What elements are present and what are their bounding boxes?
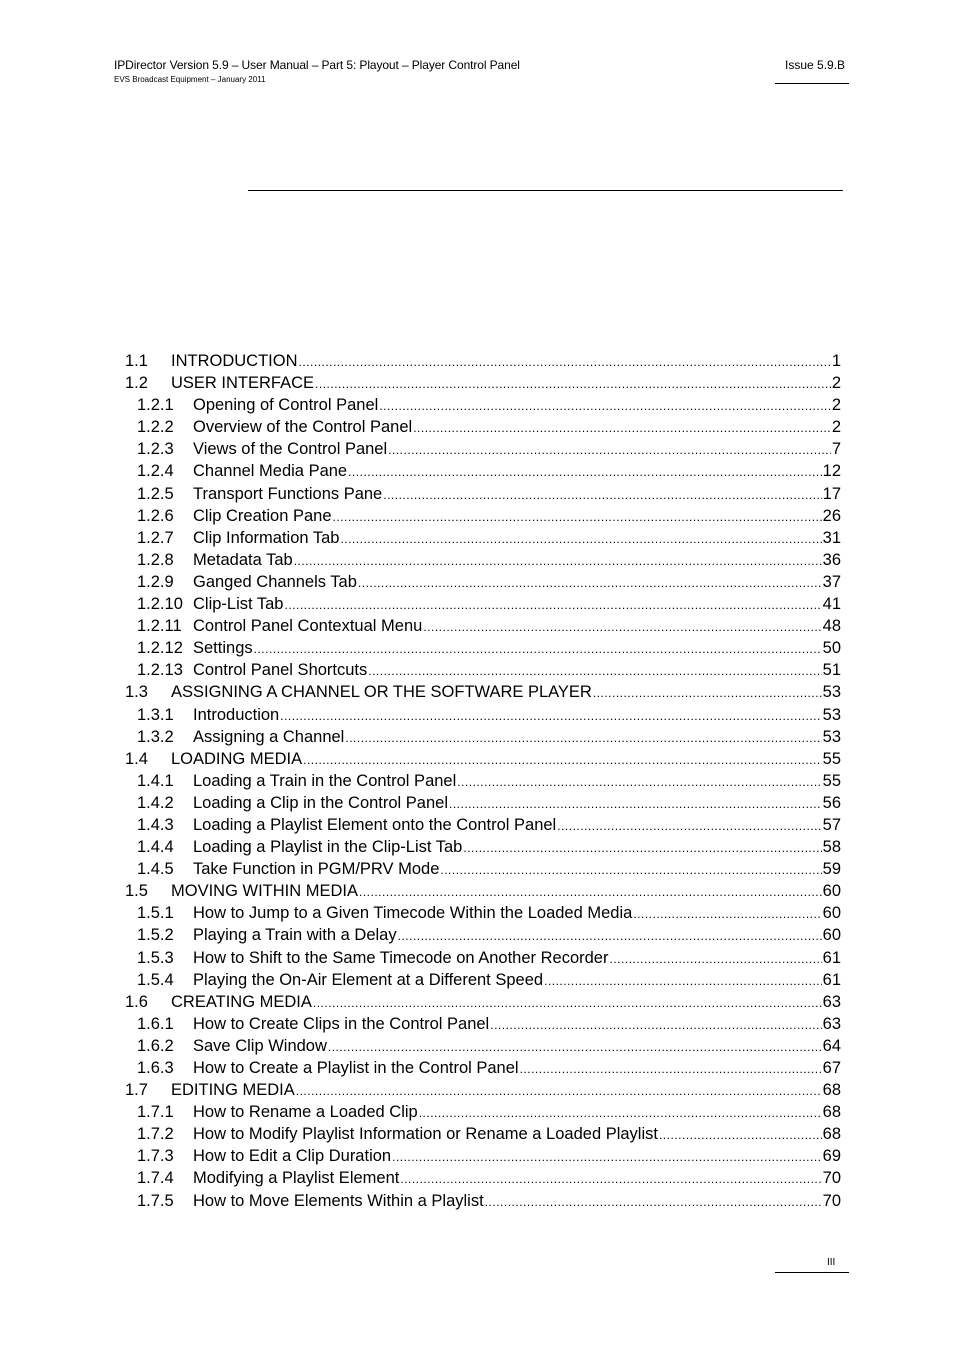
toc-entry-number: 1.3.2 — [137, 727, 174, 746]
toc-dot-leader — [449, 794, 822, 813]
toc-entry-title: Playing a Train with a Delay — [193, 926, 397, 945]
toc-entry[interactable] — [125, 617, 841, 639]
toc-entry-page: 57 — [822, 815, 841, 834]
toc-entry[interactable] — [125, 396, 841, 418]
toc-entry-number: 1.4 — [125, 749, 148, 768]
toc-entry[interactable] — [125, 993, 841, 1015]
toc-entry[interactable] — [125, 1015, 841, 1037]
toc-entry-number: 1.7.2 — [137, 1125, 174, 1144]
table-of-contents — [125, 352, 841, 1214]
toc-entry-number: 1.7.5 — [137, 1191, 174, 1210]
toc-entry-page: 31 — [822, 528, 841, 547]
toc-entry-number: 1.7.4 — [137, 1169, 174, 1188]
page-number: III — [827, 1257, 836, 1268]
toc-dot-leader — [284, 595, 821, 614]
toc-entry-page: 58 — [822, 838, 841, 857]
toc-entry-number: 1.6.3 — [137, 1059, 174, 1077]
toc-entry-number: 1.2.1 — [137, 396, 174, 415]
toc-entry-title: Overview of the Control Panel — [193, 418, 413, 437]
toc-dot-leader — [328, 1037, 822, 1056]
toc-entry-title: How to Modify Playlist Information or Rename a Loaded Playlist — [193, 1125, 658, 1144]
toc-entry-title: How to Create Clips in the Control Panel — [193, 1014, 490, 1033]
toc-entry-number: 1.1 — [125, 352, 148, 370]
toc-entry-page: 48 — [822, 617, 841, 636]
toc-entry-number: 1.7 — [125, 1081, 148, 1100]
toc-entry-page: 55 — [822, 771, 841, 790]
toc-dot-leader — [485, 1192, 822, 1211]
toc-entry-title: Opening of Control Panel — [193, 396, 379, 415]
toc-entry-title: Clip-List Tab — [193, 595, 284, 614]
toc-dot-leader — [280, 706, 821, 725]
toc-entry-title: Settings — [193, 639, 253, 658]
toc-dot-leader — [544, 971, 822, 990]
toc-dot-leader — [345, 728, 821, 747]
toc-entry-page: 1 — [831, 352, 841, 370]
toc-entry-title: Metadata Tab — [193, 550, 293, 569]
toc-entry-page: 61 — [822, 948, 841, 967]
toc-dot-leader — [359, 882, 822, 901]
toc-entry-title: Loading a Playlist Element onto the Control Panel — [193, 815, 557, 834]
toc-entry[interactable] — [125, 728, 841, 750]
toc-entry-title: Control Panel Shortcuts — [193, 661, 368, 680]
toc-entry-title: Transport Functions Pane — [193, 484, 383, 503]
toc-dot-leader — [296, 1081, 822, 1100]
toc-dot-leader — [358, 573, 822, 592]
toc-dot-leader — [413, 418, 831, 437]
toc-entry-title: CREATING MEDIA — [171, 992, 312, 1011]
toc-entry[interactable] — [125, 661, 841, 683]
toc-entry-number: 1.4.5 — [137, 860, 174, 879]
toc-entry-title: Clip Creation Pane — [193, 506, 332, 525]
toc-entry-page: 59 — [822, 860, 841, 879]
toc-entry[interactable] — [125, 529, 841, 551]
toc-entry-number: 1.2.3 — [137, 440, 174, 459]
toc-entry-number: 1.2 — [125, 374, 148, 393]
toc-entry[interactable] — [125, 1192, 841, 1214]
toc-entry[interactable] — [125, 1103, 841, 1125]
toc-entry-title: Channel Media Pane — [193, 462, 348, 481]
toc-entry-title: How to Jump to a Given Timecode Within the Loaded Media — [193, 904, 633, 923]
footer-rule — [775, 1272, 849, 1273]
toc-dot-leader — [348, 462, 822, 481]
toc-entry[interactable] — [125, 485, 841, 507]
toc-entry[interactable] — [125, 683, 841, 705]
toc-entry[interactable] — [125, 573, 841, 595]
toc-entry-title: EDITING MEDIA — [171, 1081, 295, 1100]
header-rule — [775, 83, 849, 84]
toc-entry-title: Loading a Clip in the Control Panel — [193, 793, 449, 812]
toc-entry-page: 17 — [822, 484, 841, 503]
toc-dot-leader — [633, 904, 821, 923]
toc-dot-leader — [388, 440, 831, 459]
toc-entry-number: 1.5.3 — [137, 948, 174, 967]
toc-dot-leader — [557, 816, 821, 835]
toc-entry-title: Clip Information Tab — [193, 528, 340, 547]
toc-dot-leader — [490, 1015, 821, 1034]
toc-entry-title: Introduction — [193, 705, 280, 724]
toc-entry[interactable] — [125, 1125, 841, 1147]
toc-entry-number: 1.4.3 — [137, 815, 174, 834]
toc-entry[interactable] — [125, 971, 841, 993]
toc-entry-number: 1.6.1 — [137, 1014, 174, 1033]
toc-dot-leader — [520, 1059, 822, 1078]
toc-entry-number: 1.2.8 — [137, 550, 174, 569]
toc-entry[interactable] — [125, 1081, 841, 1103]
toc-entry[interactable] — [125, 462, 841, 484]
toc-dot-leader — [457, 772, 821, 791]
toc-entry-page: 56 — [822, 793, 841, 812]
toc-entry-number: 1.7.1 — [137, 1103, 174, 1122]
toc-entry[interactable] — [125, 750, 841, 772]
toc-entry-number: 1.3.1 — [137, 705, 174, 724]
toc-entry-page: 64 — [822, 1036, 841, 1055]
toc-entry-number: 1.2.10 — [137, 595, 183, 614]
toc-entry[interactable] — [125, 1037, 841, 1059]
toc-dot-leader — [379, 396, 831, 415]
toc-dot-leader — [400, 1169, 821, 1188]
toc-entry-title: Control Panel Contextual Menu — [193, 617, 423, 636]
toc-entry-title: Loading a Train in the Control Panel — [193, 771, 457, 790]
toc-entry[interactable] — [125, 816, 841, 838]
toc-entry-number: 1.5.4 — [137, 970, 174, 989]
toc-entry-number: 1.2.9 — [137, 572, 174, 591]
toc-dot-leader — [333, 507, 822, 526]
toc-entry[interactable] — [125, 507, 841, 529]
toc-entry-page: 2 — [831, 374, 841, 393]
toc-entry-number: 1.4.4 — [137, 838, 174, 857]
toc-entry-page: 2 — [831, 418, 841, 437]
header-title: IPDirector Version 5.9 – User Manual – Part 5: Playout – Player Control Panel — [114, 58, 520, 72]
toc-dot-leader — [463, 838, 821, 857]
toc-entry-title: Playing the On-Air Element at a Different Speed — [193, 970, 544, 989]
toc-dot-leader — [294, 551, 822, 570]
toc-entry-page: 53 — [822, 705, 841, 724]
toc-entry[interactable] — [125, 1147, 841, 1169]
toc-dot-leader — [659, 1125, 822, 1144]
toc-entry-page: 60 — [822, 882, 841, 901]
toc-entry-title: Loading a Playlist in the Clip-List Tab — [193, 838, 463, 857]
toc-entry-number: 1.2.6 — [137, 506, 174, 525]
toc-dot-leader — [423, 617, 821, 636]
toc-entry-title: Modifying a Playlist Element — [193, 1169, 400, 1188]
toc-entry-page: 70 — [822, 1169, 841, 1188]
toc-dot-leader — [383, 485, 821, 504]
toc-dot-leader — [254, 639, 822, 658]
toc-entry-number: 1.7.3 — [137, 1147, 174, 1166]
toc-entry-page: 63 — [822, 992, 841, 1011]
toc-dot-leader — [299, 352, 831, 371]
header-subtitle: EVS Broadcast Equipment – January 2011 — [114, 75, 266, 84]
toc-entry-title: How to Move Elements Within a Playlist — [193, 1191, 484, 1210]
toc-dot-leader — [315, 374, 831, 393]
toc-entry[interactable] — [125, 860, 841, 882]
toc-entry-page: 2 — [831, 396, 841, 415]
toc-entry-page: 69 — [822, 1147, 841, 1166]
toc-entry[interactable] — [125, 374, 841, 396]
toc-entry-number: 1.6.2 — [137, 1036, 174, 1055]
toc-dot-leader — [593, 683, 822, 702]
toc-entry-title: Views of the Control Panel — [193, 440, 388, 459]
toc-entry-number: 1.5.2 — [137, 926, 174, 945]
toc-entry-page: 50 — [822, 639, 841, 658]
toc-entry-title: Save Clip Window — [193, 1036, 327, 1055]
toc-entry[interactable] — [125, 352, 841, 374]
toc-entry[interactable] — [125, 949, 841, 971]
toc-entry[interactable] — [125, 1169, 841, 1191]
toc-dot-leader — [609, 949, 821, 968]
toc-entry[interactable] — [125, 418, 841, 440]
toc-dot-leader — [303, 750, 822, 769]
toc-entry-page: 63 — [822, 1014, 841, 1033]
toc-entry-page: 26 — [822, 506, 841, 525]
toc-entry-number: 1.5.1 — [137, 904, 174, 923]
header-issue: Issue 5.9.B — [785, 58, 846, 72]
toc-entry-number: 1.2.7 — [137, 528, 174, 547]
toc-entry-number: 1.2.2 — [137, 418, 174, 437]
toc-entry[interactable] — [125, 1059, 841, 1081]
toc-entry[interactable] — [125, 882, 841, 904]
toc-entry-page: 61 — [822, 970, 841, 989]
toc-entry-page: 68 — [822, 1125, 841, 1144]
title-rule — [248, 190, 843, 191]
toc-entry[interactable] — [125, 706, 841, 728]
toc-entry[interactable] — [125, 440, 841, 462]
toc-entry-title: How to Edit a Clip Duration — [193, 1147, 392, 1166]
toc-entry-page: 53 — [822, 683, 841, 702]
toc-entry-page: 67 — [822, 1059, 841, 1077]
toc-dot-leader — [392, 1147, 822, 1166]
toc-dot-leader — [440, 860, 821, 879]
toc-entry[interactable] — [125, 772, 841, 794]
toc-entry-number: 1.2.12 — [137, 639, 183, 658]
toc-dot-leader — [340, 529, 821, 548]
toc-entry-page: 60 — [822, 926, 841, 945]
toc-entry-title: INTRODUCTION — [171, 352, 298, 370]
toc-entry-title: MOVING WITHIN MEDIA — [171, 882, 358, 901]
toc-entry[interactable] — [125, 551, 841, 573]
toc-entry[interactable] — [125, 595, 841, 617]
toc-entry-page: 53 — [822, 727, 841, 746]
toc-entry-number: 1.4.2 — [137, 793, 174, 812]
toc-entry-page: 55 — [822, 749, 841, 768]
toc-entry-number: 1.2.13 — [137, 661, 183, 680]
toc-dot-leader — [419, 1103, 822, 1122]
toc-entry-page: 37 — [822, 572, 841, 591]
toc-entry-page: 68 — [822, 1081, 841, 1100]
toc-entry-number: 1.2.11 — [137, 617, 182, 636]
toc-entry-page: 7 — [831, 440, 841, 459]
toc-entry-number: 1.6 — [125, 992, 148, 1011]
toc-entry-page: 60 — [822, 904, 841, 923]
toc-dot-leader — [368, 661, 821, 680]
toc-entry-title: How to Rename a Loaded Clip — [193, 1103, 418, 1122]
toc-entry-title: Ganged Channels Tab — [193, 572, 357, 591]
toc-entry-page: 68 — [822, 1103, 841, 1122]
toc-entry-page: 51 — [822, 661, 841, 680]
toc-dot-leader — [313, 993, 822, 1012]
toc-entry-number: 1.5 — [125, 882, 148, 901]
toc-entry-page: 70 — [822, 1191, 841, 1210]
toc-entry-title: ASSIGNING A CHANNEL OR THE SOFTWARE PLAYER — [171, 683, 592, 702]
toc-entry-title: How to Shift to the Same Timecode on Another Recorder — [193, 948, 609, 967]
toc-entry-title: USER INTERFACE — [171, 374, 315, 393]
toc-entry[interactable] — [125, 904, 841, 926]
toc-entry-title: Assigning a Channel — [193, 727, 345, 746]
toc-entry[interactable] — [125, 639, 841, 661]
toc-entry[interactable] — [125, 838, 841, 860]
toc-entry-title: How to Create a Playlist in the Control Panel — [193, 1059, 519, 1077]
toc-entry-number: 1.4.1 — [137, 771, 174, 790]
toc-entry-page: 12 — [822, 462, 841, 481]
toc-entry-number: 1.2.5 — [137, 484, 174, 503]
toc-entry[interactable] — [125, 794, 841, 816]
toc-entry-title: Take Function in PGM/PRV Mode — [193, 860, 440, 879]
toc-dot-leader — [398, 926, 822, 945]
toc-entry-number: 1.2.4 — [137, 462, 174, 481]
toc-entry-title: LOADING MEDIA — [171, 749, 303, 768]
toc-entry[interactable] — [125, 926, 841, 948]
toc-entry-page: 41 — [822, 595, 841, 614]
toc-entry-number: 1.3 — [125, 683, 148, 702]
toc-entry-page: 36 — [822, 550, 841, 569]
